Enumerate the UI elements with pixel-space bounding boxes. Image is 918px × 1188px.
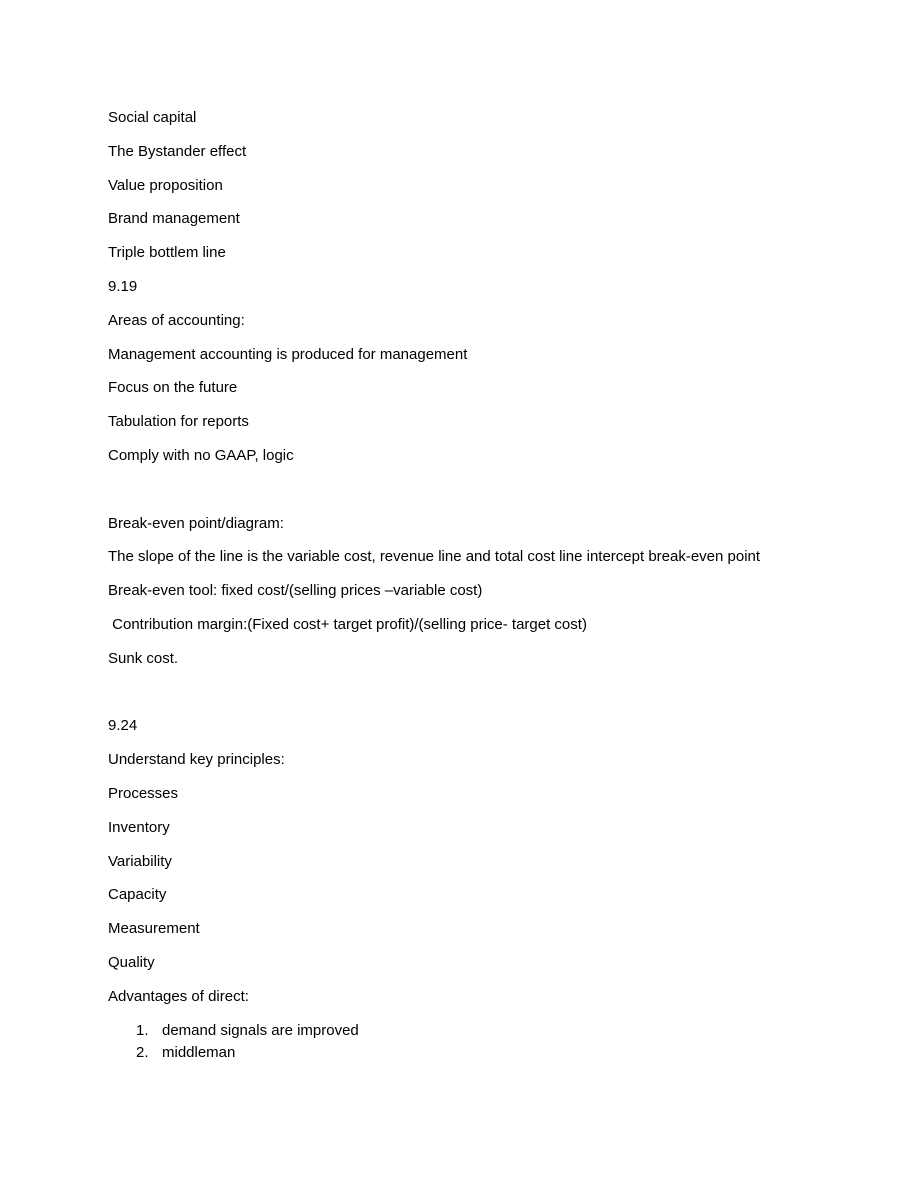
text-line: Triple bottlem line — [108, 244, 226, 262]
numbered-list — [108, 1021, 808, 1063]
text-line: Variability — [108, 852, 172, 870]
section-heading: Advantages of direct: — [108, 987, 249, 1005]
text-line: Processes — [108, 784, 179, 802]
text-line: The slope of the line is the variable cost, revenue line and total cost line intercept break-even point — [108, 548, 761, 566]
text-line: Sunk cost. — [108, 649, 179, 667]
blank-line — [108, 480, 808, 500]
text-line: Brand management — [108, 210, 240, 228]
section-number: 9.24 — [108, 717, 138, 735]
list-item — [108, 1043, 808, 1063]
section-heading: Areas of accounting: — [108, 311, 245, 329]
text-line: Break-even tool: fixed cost/(selling prices –variable cost) — [108, 582, 483, 600]
text-line: The Bystander effect — [108, 142, 247, 160]
list-item — [108, 1021, 808, 1041]
section-number: 9.19 — [108, 277, 138, 295]
text-line: Inventory — [108, 818, 170, 836]
document-page — [108, 108, 808, 1065]
section-heading: Understand key principles: — [108, 751, 285, 769]
list-item-number: 1. — [136, 1021, 149, 1039]
text-line: Measurement — [108, 920, 200, 938]
list-item-text: demand signals are improved — [162, 1021, 359, 1039]
text-line: Focus on the future — [108, 379, 238, 397]
list-item-number: 2. — [136, 1043, 149, 1061]
text-line: Capacity — [108, 886, 167, 904]
text-line: Tabulation for reports — [108, 413, 249, 431]
text-line: Contribution margin:(Fixed cost+ target profit)/(selling price- target cost) — [108, 615, 587, 633]
text-line: Management accounting is produced for management — [108, 345, 468, 363]
text-line: Value proposition — [108, 176, 223, 194]
text-line: Comply with no GAAP, logic — [108, 446, 294, 464]
text-line: Quality — [108, 953, 155, 971]
section-heading: Break-even point/diagram: — [108, 514, 284, 532]
list-item-text: middleman — [162, 1043, 236, 1061]
blank-line — [108, 683, 808, 703]
text-line: Social capital — [108, 109, 197, 126]
